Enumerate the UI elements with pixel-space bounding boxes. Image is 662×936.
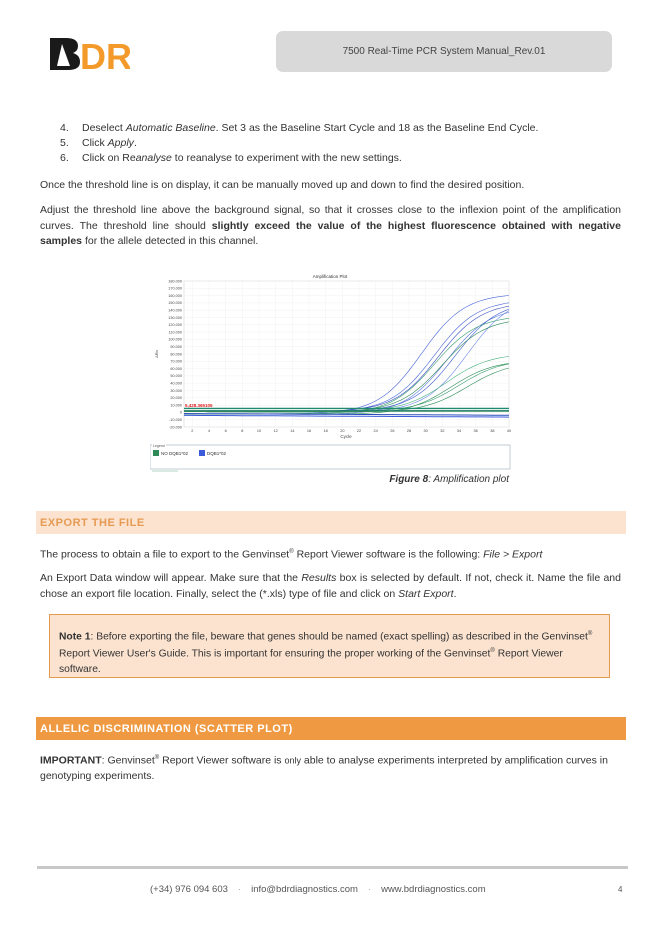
svg-text:40: 40 (506, 429, 512, 433)
section-heading-allelic: ALLELIC DISCRIMINATION (SCATTER PLOT) (36, 717, 626, 740)
svg-text:40.000: 40.000 (170, 381, 182, 386)
svg-text:36: 36 (473, 429, 478, 433)
svg-text:-10.000: -10.000 (169, 418, 182, 422)
threshold-paragraph: Once the threshold line is on display, it can be manually moved up and down to find the desired position. (40, 179, 525, 191)
svg-text:20.000: 20.000 (170, 396, 182, 401)
footer-email[interactable]: info@bdrdiagnostics.com (251, 884, 358, 895)
svg-text:-20.000: -20.000 (169, 425, 182, 430)
svg-text:34: 34 (456, 429, 462, 433)
svg-text:NO DQB1*02: NO DQB1*02 (161, 451, 189, 456)
svg-text:130.000: 130.000 (168, 315, 182, 320)
export-paragraph-2: An Export Data window will appear. Make sure that the Results box is selected by default. If not, check it. Name the file and chose an export file location. Finally, select the (*.xls) type of file and click on Start Export. (40, 572, 621, 600)
svg-text:28: 28 (406, 429, 412, 433)
svg-text:26: 26 (390, 429, 395, 433)
svg-text:30: 30 (423, 429, 428, 433)
svg-text:170.000: 170.000 (168, 286, 182, 291)
note-box: Note 1: Before exporting the file, beware that genes should be named (exact spelling) as described in the Genvinset® Report Viewer User's Guide. This is important for ensuring the proper working of the Genvinset® Report Viewer software. (49, 614, 610, 678)
svg-text:150.000: 150.000 (168, 301, 182, 306)
svg-text:4: 4 (207, 429, 211, 433)
svg-text:8: 8 (241, 429, 244, 433)
svg-text:60.000: 60.000 (170, 366, 182, 371)
svg-text:120.000: 120.000 (168, 323, 182, 328)
step-item: 5. Click Apply. (60, 137, 137, 149)
svg-text:24: 24 (373, 429, 378, 433)
export-paragraph-1: The process to obtain a file to export to the Genvinset® Report Viewer software is the following: File > Export (40, 548, 543, 561)
svg-text:140.000: 140.000 (168, 308, 182, 313)
footer-website[interactable]: www.bdrdiagnostics.com (381, 884, 486, 895)
page-number: 4 (618, 885, 623, 894)
section-heading-export: EXPORT THE FILE (36, 511, 626, 534)
figure-caption: Figure 8: Amplification plot (389, 474, 509, 485)
bdr-logo (48, 36, 130, 72)
svg-text:22: 22 (356, 429, 362, 433)
amplification-plot (150, 272, 512, 474)
adjust-paragraph: Adjust the threshold line above the background signal, so that it crosses close to the inflexion point of the amplification curves. The threshold line should slightly exceed the value of the highest fluorescence obtained with negative samples for the allele detected in this channel. (40, 204, 621, 247)
svg-text:20: 20 (340, 429, 345, 433)
chart-title: Amplification Plot (312, 274, 348, 279)
svg-text:6: 6 (224, 429, 227, 433)
svg-text:32: 32 (440, 429, 445, 433)
svg-text:2: 2 (191, 429, 194, 433)
svg-text:70.000: 70.000 (170, 359, 182, 364)
svg-text:Legend: Legend (153, 444, 165, 448)
footer-divider (37, 866, 628, 869)
svg-text:Cycle: Cycle (340, 434, 352, 439)
svg-text:12: 12 (273, 429, 278, 433)
legend-swatch-dqb1 (199, 450, 205, 456)
step-item: 4. Deselect Automatic Baseline. Set 3 as the Baseline Start Cycle and 18 as the Baseline End Cycle. (60, 122, 539, 134)
svg-text:30.000: 30.000 (170, 388, 182, 393)
svg-text:10.000: 10.000 (170, 403, 182, 408)
document-title: 7500 Real-Time PCR System Manual_Rev.01 (342, 46, 546, 57)
svg-text:160.000: 160.000 (168, 293, 182, 298)
svg-text:110.000: 110.000 (168, 330, 182, 335)
footer-phone: (+34) 976 094 603 (150, 884, 228, 895)
svg-text:50.000: 50.000 (170, 374, 182, 379)
svg-text:16: 16 (306, 429, 312, 433)
svg-text:18: 18 (323, 429, 328, 433)
svg-text:80.000: 80.000 (170, 352, 182, 357)
svg-text:5,428.365105: 5,428.365105 (185, 403, 213, 409)
svg-text:90.000: 90.000 (170, 345, 182, 349)
steps-list (60, 121, 538, 166)
svg-text:14: 14 (290, 429, 295, 433)
svg-text:0: 0 (179, 410, 182, 415)
document-title-box (276, 31, 612, 72)
legend-swatch-no-dqb1 (153, 450, 159, 456)
svg-text:38: 38 (490, 429, 495, 433)
svg-text:ΔRn: ΔRn (154, 350, 159, 358)
important-paragraph: IMPORTANT: Genvinset® Report Viewer software is only able to analyse experiments interpreted by amplification curves in genotyping experiments. (40, 754, 608, 782)
svg-text:DR: DR (80, 36, 130, 72)
svg-text:100.000: 100.000 (168, 337, 182, 342)
step-item: 6. Click on Reanalyse to reanalyse to experiment with the new settings. (60, 152, 402, 164)
svg-text:DQB1*02: DQB1*02 (207, 451, 227, 456)
svg-text:180.000: 180.000 (168, 279, 182, 284)
svg-text:10: 10 (256, 429, 262, 433)
